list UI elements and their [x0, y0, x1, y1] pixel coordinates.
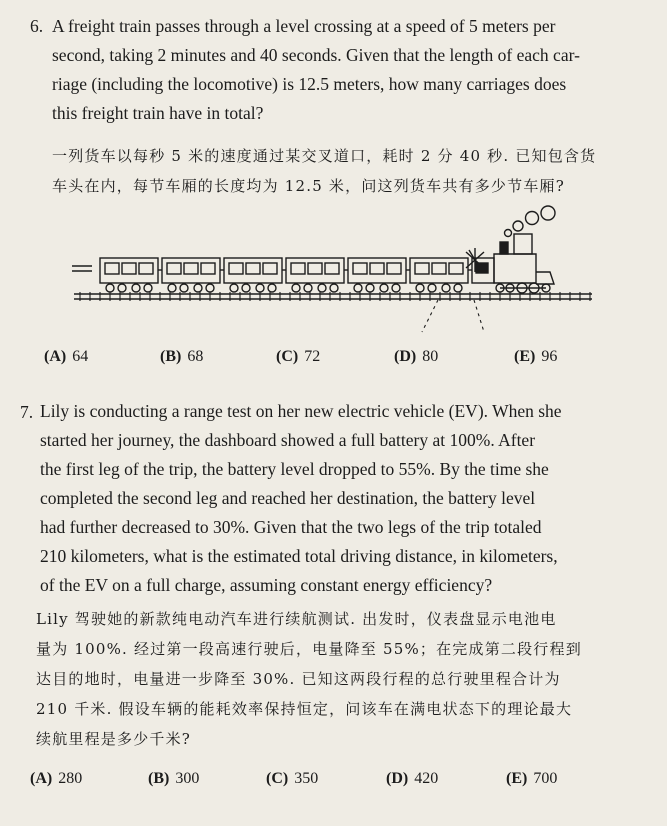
- carriage: [286, 258, 344, 292]
- choice-label: (D): [394, 348, 417, 365]
- carriage: [162, 258, 220, 292]
- question-7-chinese: [36, 604, 582, 754]
- carriage: [224, 258, 282, 292]
- choice-label: (A): [30, 770, 53, 787]
- carriage: [348, 258, 406, 292]
- q6-zh-line: 车头在内，每节车厢的长度均为 12.5 米，问这列货车共有多少节车厢?: [52, 177, 565, 195]
- q7-zh-line: 续航里程是多少千米?: [36, 730, 192, 748]
- q7-en-line: completed the second leg and reached her destination, the battery level: [40, 488, 536, 508]
- choice-value: 96: [541, 348, 558, 365]
- q6-en-line: A freight train passes through a level crossing at a speed of 5 meters per: [52, 16, 556, 36]
- choice-e[interactable]: [506, 770, 557, 788]
- q7-en-line: Lily is conducting a range test on her new electric vehicle (EV). When she: [40, 401, 562, 421]
- q7-zh-line: 量为 100%. 经过第一段高速行驶后，电量降至 55%；在完成第二段行程到: [36, 640, 582, 658]
- level-crossing-road: [422, 300, 484, 332]
- choice-value: 420: [414, 770, 439, 787]
- question-6-number: 6.: [30, 16, 44, 36]
- choice-label: (A): [44, 348, 67, 365]
- choice-d[interactable]: [386, 770, 438, 788]
- carriage: [410, 258, 468, 292]
- carriage: [100, 258, 158, 292]
- question-7-english: [40, 397, 634, 600]
- choice-value: 80: [422, 348, 439, 365]
- choice-d[interactable]: [394, 348, 438, 366]
- q6-en-line: second, taking 2 minutes and 40 seconds. Given that the length of each car-: [52, 45, 580, 65]
- choice-value: 68: [187, 348, 204, 365]
- q7-en-line: the first leg of the trip, the battery level dropped to 55%. By the time she: [40, 459, 549, 479]
- choice-label: (C): [266, 770, 289, 787]
- choice-label: (C): [276, 348, 299, 365]
- choice-value: 72: [304, 348, 321, 365]
- choice-b[interactable]: [160, 348, 203, 366]
- question-6-english: [52, 12, 638, 128]
- question-7-number: 7.: [20, 402, 34, 422]
- choice-label: (E): [514, 348, 536, 365]
- q6-en-line: riage (including the locomotive) is 12.5 meters, how many carriages does: [52, 74, 567, 94]
- freight-train-illustration: [60, 200, 600, 335]
- question-6-chinese: [52, 141, 596, 201]
- q7-en-line: of the EV on a full charge, assuming constant energy efficiency?: [40, 575, 493, 595]
- smoke-puffs: [505, 206, 556, 237]
- choice-label: (E): [506, 770, 528, 787]
- choice-value: 350: [294, 770, 319, 787]
- choice-e[interactable]: [514, 348, 557, 366]
- q7-en-line: started her journey, the dashboard showed a full battery at 100%. After: [40, 430, 536, 450]
- q7-en-line: had further decreased to 30%. Given that the two legs of the trip totaled: [40, 517, 542, 537]
- q6-en-line: this freight train have in total?: [52, 103, 264, 123]
- choice-a[interactable]: [30, 770, 82, 788]
- choice-b[interactable]: [148, 770, 199, 788]
- choice-value: 700: [533, 770, 558, 787]
- choice-label: (B): [148, 770, 170, 787]
- choice-label: (D): [386, 770, 409, 787]
- q7-en-line: 210 kilometers, what is the estimated total driving distance, in kilometers,: [40, 546, 558, 566]
- choice-label: (B): [160, 348, 182, 365]
- locomotive: [472, 234, 554, 293]
- q6-zh-line: 一列货车以每秒 5 米的速度通过某交叉道口，耗时 2 分 40 秒. 已知包含货: [52, 147, 597, 165]
- q7-zh-line: Lily 驾驶她的新款纯电动汽车进行续航测试. 出发时，仪表盘显示电池电: [36, 610, 557, 628]
- choice-c[interactable]: [266, 770, 318, 788]
- choice-value: 64: [72, 348, 89, 365]
- q7-zh-line: 210 千米. 假设车辆的能耗效率保持恒定，问该车在满电状态下的理论最大: [36, 700, 573, 718]
- choice-a[interactable]: [44, 348, 88, 366]
- choice-value: 280: [58, 770, 83, 787]
- choice-c[interactable]: [276, 348, 320, 366]
- q7-zh-line: 达目的地时，电量进一步降至 30%. 已知这两段行程的总行驶里程合计为: [36, 670, 561, 688]
- choice-value: 300: [175, 770, 200, 787]
